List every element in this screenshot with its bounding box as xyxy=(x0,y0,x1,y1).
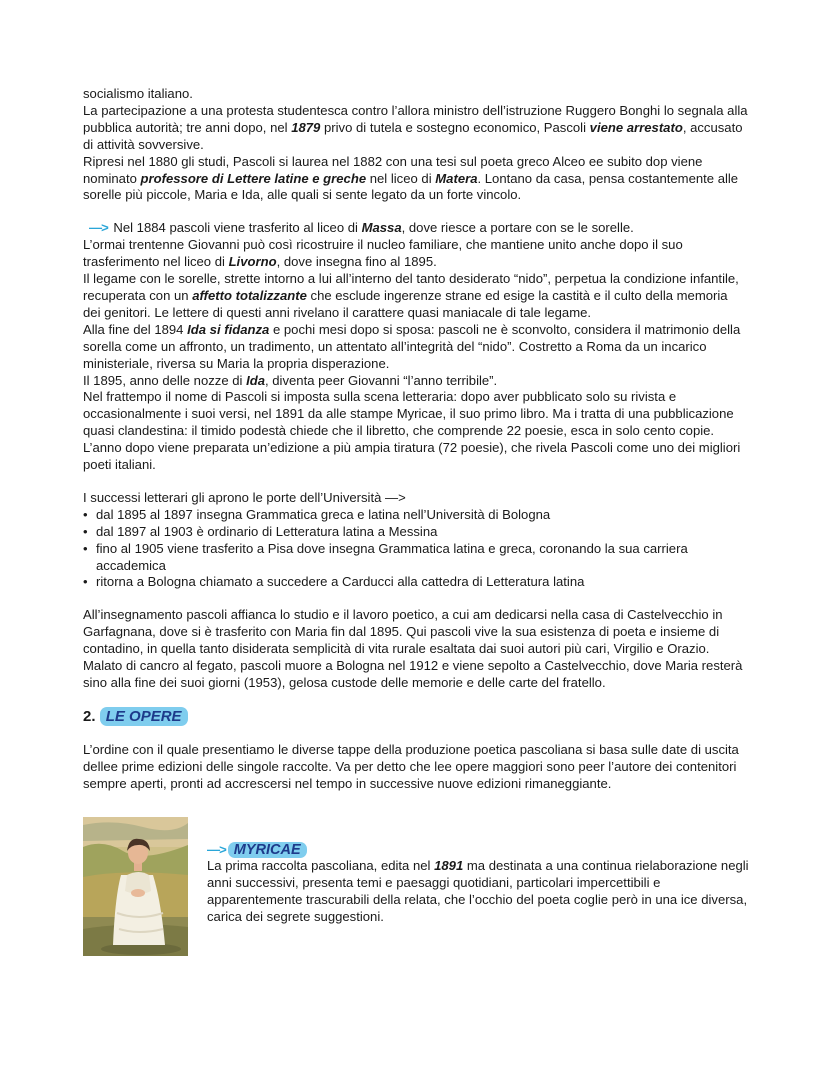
emphasis-text: affetto totalizzante xyxy=(192,287,307,303)
university-list-intro: I successi letterari gli aprono le porte dell’Università —> xyxy=(83,489,406,505)
list-item: • ritorna a Bologna chiamato a succedere a Carducci alla cattedra di Letteratura latina xyxy=(83,574,748,591)
myricae-text xyxy=(207,842,752,927)
arrow-icon: —> xyxy=(89,220,108,236)
emphasis-text: 1891 xyxy=(434,858,464,874)
myricae-heading xyxy=(207,842,752,859)
painting-image xyxy=(83,817,188,956)
arrow-icon: —> xyxy=(207,841,226,857)
list-item: • fino al 1905 viene trasferito a Pisa dove insegna Grammatica latina e greca, coronando la sua carriera accademica xyxy=(83,541,748,575)
list-item: • dal 1897 al 1903 è ordinario di Letteratura latina a Messina xyxy=(83,524,748,541)
emphasis-text: Livorno xyxy=(228,254,277,270)
myricae-title: MYRICAE xyxy=(228,842,307,858)
section-title: LE OPERE xyxy=(100,707,188,726)
emphasis-text: Ida si fidanza xyxy=(187,321,270,337)
emphasis-text: viene arrestato xyxy=(589,119,683,135)
emphasis-text: Matera xyxy=(435,170,478,186)
university-career-list xyxy=(83,507,748,592)
list-item: • dal 1895 al 1897 insegna Grammatica greca e latina nell’Università di Bologna xyxy=(83,507,748,524)
biography-paragraph-1: socialismo italiano. La partecipazione a una protesta studentesca contro l’allora ministro dell’istruzione Ruggero Bonghi lo segnala alla pubblica autorità; tre anni dopo, nel 1879 privo di tutela e sostegno economico, Pascoli viene arrestato, accusato di attività sovversive. Ripresi nel 1880 gli studi, Pascoli si laurea nel 1882 con una tesi sul poeta greco Alceo ee subito dop viene nominato professore di Lettere latine e greche nel liceo di Matera. Lontano da casa, pensa costantemente alle sorelle più piccole, Maria e Ida, alle quali si sente legato da un forte vincolo. xyxy=(83,86,748,203)
emphasis-text: Ida xyxy=(246,372,265,388)
myricae-block xyxy=(83,817,748,967)
biography-paragraph-2-text: Nel 1884 pascoli viene trasferito al liceo di Massa, dove riesce a portare con se le sorelle. L’ormai trentenne Giovanni può così ricostruire il nucleo familiare, che mantiene unito anche dopo il suo trasferimento nel liceo di Livorno, dove insegna fino al 1895. Il legame con le sorelle, strette intorno a lui all’interno del tanto desiderato “nido”, perpetua la condizione infantile, recuperata con un affetto totalizzante che esclude ingerenze strane ed esige la castità e il culto della memoria dei genitori. Le lettere di questi anni rivelano il carattere quasi maniacale di tale legame. Alla fine del 1894 Ida si fidanza e pochi mesi dopo si sposa: pascoli ne è sconvolto, considera il matrimonio della sorella come un affronto, un tradimento, un attentato all’integrità del “nido”. Costretto a Roma da un incarico ministeriale, riversa su Maria la propria disperazione. Il 1895, anno delle nozze di Ida, diventa peer Giovanni “l’anno terribile”. Nel frattempo il nome di Pascoli si imposta sulla scena letteraria: dopo aver pubblicato solo su rivista e occasionalmente i suoi versi, nel 1891 da alle stampe Myricae, il suo primo libro. Ma i tratta di una pubblicazione quasi clandestina: il timido podestà chiede che il libretto, che comprende 22 poesie, esca in solo cento copie. L’anno dopo viene preparata un’edizione a più ampia tiratura (72 poesie), che rivela Pascoli come uno dei migliori poeti italiani. xyxy=(83,220,741,473)
emphasis-text: 1879 xyxy=(291,119,321,135)
works-intro-paragraph: L’ordine con il quale presentiamo le diverse tappe della produzione poetica pascoliana si basa sulle date di uscita dellee prime edizioni delle singole raccolte. Va per detto che lee opere maggiori sono peer l’autore dei contenitori sempre aperti, pronti ad accrescersi nel tempo in successive nuove edizioni rimaneggiante. xyxy=(83,741,739,791)
section-heading xyxy=(83,709,748,726)
emphasis-text: Massa xyxy=(361,220,402,236)
document-page xyxy=(83,86,748,967)
biography-paragraph-3: All’insegnamento pascoli affianca lo studio e il lavoro poetico, a cui am dedicarsi nella casa di Castelvecchio in Garfagnana, dove si è trasferito con Maria fin dal 1895. Qui pascoli vive la sua esistenza di poeta e insieme di contadino, in quella tanto disiderata semplicità di vita rurale esaltata dai suoi autori più cari, Virgilio e Orazio. Malato di cancro al fegato, pascoli muore a Bologna nel 1912 e viene sepolto a Castelvecchio, dove Maria resterà sino alla fine dei suoi giorni (1953), gelosa custode delle memorie e delle carte del fratello. xyxy=(83,607,743,690)
biography-paragraph-2 xyxy=(83,220,748,474)
emphasis-text: professore di Lettere latine e greche xyxy=(140,170,367,186)
myricae-description: La prima raccolta pascoliana, edita nel 1891 ma destinata a una continua rielaborazione negli anni successivi, presenta temi e paesaggi quotidiani, particolari impercettibili e apparentemente trascurabili della relata, che l’occhio del poeta coglie però in una ice diversa, carica dei segrete suggestioni. xyxy=(207,858,749,925)
section-number: 2. xyxy=(83,707,96,725)
